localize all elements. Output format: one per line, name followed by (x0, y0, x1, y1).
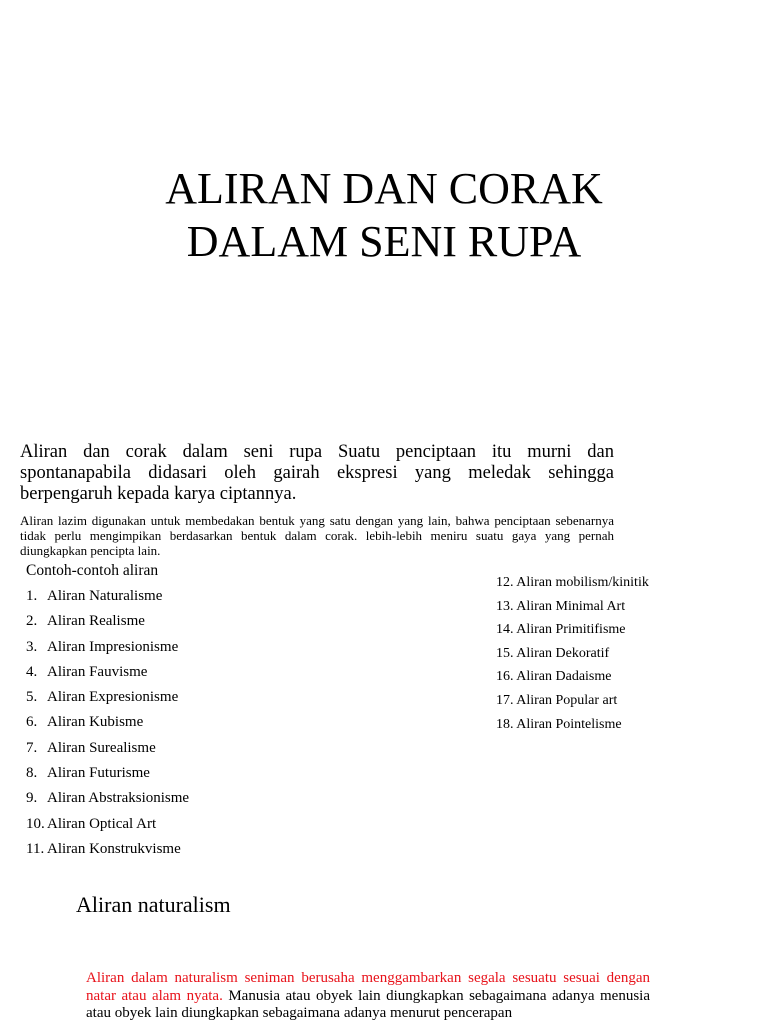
list-item-number: 4. (26, 663, 38, 680)
list-item (26, 763, 189, 788)
list-item-number: 11. (26, 840, 45, 857)
list-item-label: Aliran Surealisme (47, 739, 156, 756)
examples-list-left (26, 586, 189, 864)
list-item-number: 3. (26, 638, 38, 655)
section-body-highlight: Aliran dalam naturalism seniman berusaha menggambarkan segala sesuatu sesuai dengan natar atau alam nyata. (86, 970, 650, 1004)
list-item (26, 814, 189, 839)
description-paragraph: Aliran lazim digunakan untuk membedakan bentuk yang satu dengan yang lain, bahwa penciptaan sebenarnya tidak perlu mengimpikan berdasarkan bentuk dalam corak. lebih-lebih meniru suatu gaya yang pernah diungkapkan pencipta lain. (20, 513, 614, 558)
list-item (26, 687, 189, 712)
list-item: 17. Aliran Popular art (496, 692, 618, 708)
section-body-text: Manusia atau obyek lain diungkapkan sebagaimana adanya menusia atau obyek lain diungkapkan sebagaimana adanya menurut pencerapan (86, 987, 650, 1021)
list-item-number: 2. (26, 613, 38, 630)
list-item (26, 788, 189, 813)
list-item: 16. Aliran Dadaisme (496, 669, 612, 685)
list-item-number: 8. (26, 765, 38, 782)
list-item-label: Aliran Optical Art (47, 815, 157, 832)
list-item-number: 10. (26, 815, 45, 832)
list-item: 15. Aliran Dekoratif (496, 645, 610, 661)
section-body (86, 970, 650, 1023)
list-item-label: Aliran Fauvisme (47, 663, 148, 680)
section-heading: Aliran naturalism (76, 892, 231, 917)
list-item: 12. Aliran mobilism/kinitik (496, 575, 649, 590)
list-item-number: 6. (26, 714, 38, 731)
list-item-number: 5. (26, 689, 38, 706)
title-line-1: ALIRAN DAN CORAK (165, 164, 603, 213)
list-item (26, 738, 189, 763)
examples-heading: Contoh-contoh aliran (26, 562, 159, 579)
list-item-label: Aliran Realisme (47, 613, 145, 630)
examples-list-right (496, 574, 649, 739)
intro-paragraph: Aliran dan corak dalam seni rupa Suatu penciptaan itu murni dan spontanapabila didasari oleh gairah ekspresi yang meledak sehingga berpengaruh kepada karya ciptannya. (20, 442, 614, 504)
page-title (0, 162, 768, 268)
list-item-number: 9. (26, 790, 38, 807)
list-item-label: Aliran Abstraksionisme (47, 790, 190, 807)
list-item-label: Aliran Expresionisme (47, 689, 179, 706)
list-item (26, 662, 189, 687)
list-item-label: Aliran Kubisme (47, 714, 144, 731)
list-item-label: Aliran Naturalisme (47, 588, 163, 604)
list-item (26, 586, 189, 611)
list-item-label: Aliran Impresionisme (47, 638, 179, 655)
list-item-label: Aliran Futurisme (47, 765, 150, 782)
list-item (26, 637, 189, 662)
list-item-label: Aliran Konstrukvisme (47, 840, 181, 857)
list-item: 18. Aliran Pointelisme (496, 716, 622, 732)
list-item (26, 712, 189, 737)
list-item (26, 839, 189, 864)
list-item-number: 1. (26, 588, 38, 604)
list-item-number: 7. (26, 739, 38, 756)
list-item: 13. Aliran Minimal Art (496, 598, 626, 614)
title-line-2: DALAM SENI RUPA (186, 217, 582, 266)
list-item: 14. Aliran Primitifisme (496, 622, 626, 638)
list-item (26, 611, 189, 636)
